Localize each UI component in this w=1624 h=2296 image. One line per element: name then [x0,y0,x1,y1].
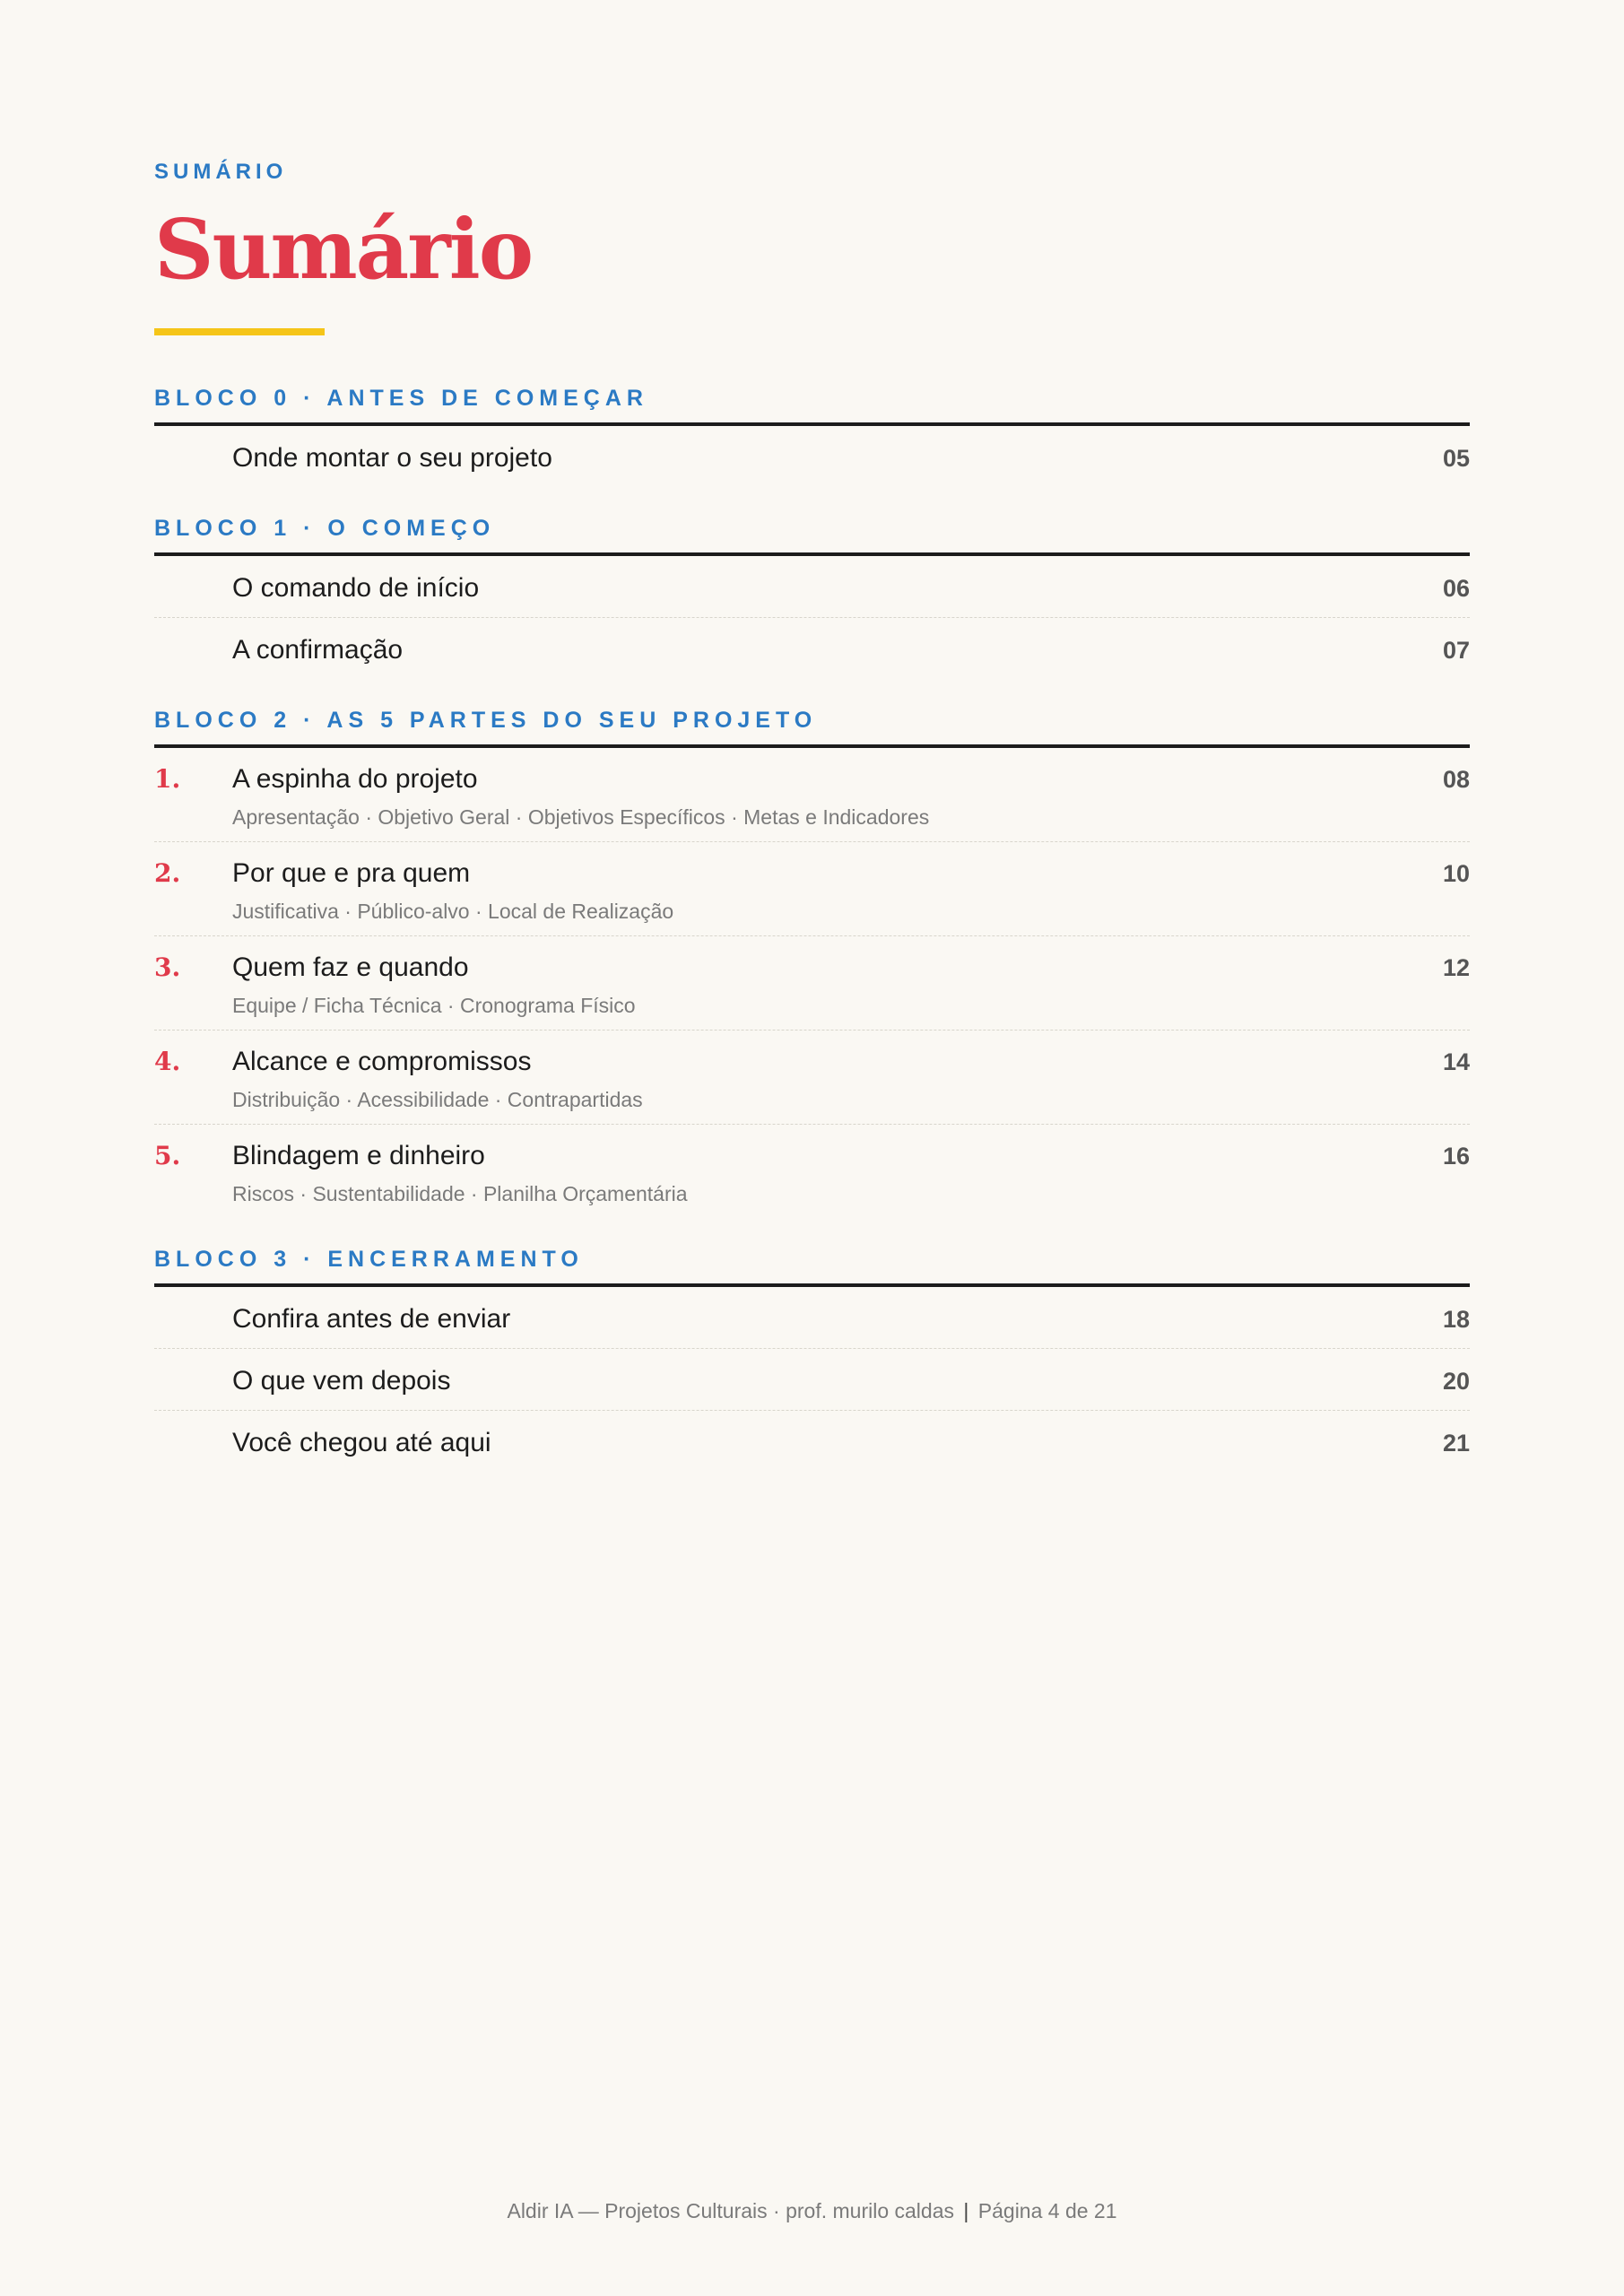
entry-label: Você chegou até aqui [232,1428,491,1457]
entry-number: 2. [154,858,181,888]
toc-block-3 [154,1248,1470,1472]
toc-entry[interactable] [154,618,1470,679]
title-underline [154,328,325,335]
toc-entry[interactable] [154,1349,1470,1411]
entry-page-number: 20 [1442,1368,1470,1395]
toc-entry[interactable] [154,1287,1470,1349]
footer-separator: | [963,2199,969,2222]
entry-label: O que vem depois [232,1366,451,1396]
entry-page-number: 18 [1442,1306,1470,1333]
entry-page-number: 05 [1442,445,1470,472]
entry-page-number: 14 [1442,1048,1470,1075]
entry-page-number: 07 [1442,637,1470,664]
page-footer [0,2199,1624,2223]
entry-page-number: 06 [1442,575,1470,602]
entry-label: O comando de início [232,573,480,603]
section-kicker: SUMÁRIO [154,160,288,184]
block-heading: BLOCO 3 · ENCERRAMENTO [154,1248,1470,1287]
toc-entry[interactable] [154,426,1470,487]
entry-number: 3. [154,952,181,982]
entry-page-number: 21 [1442,1430,1470,1457]
entry-label: Blindagem e dinheiro [232,1141,485,1170]
toc-entry[interactable] [154,1125,1470,1218]
toc-block-2 [154,709,1470,1218]
entry-page-number: 16 [1442,1143,1470,1170]
entry-page-number: 12 [1442,954,1470,981]
footer-credit: Aldir IA — Projetos Culturais · prof. murilo caldas [507,2199,954,2222]
entry-subtopics: Distribuição · Acessibilidade · Contrapartidas [232,1088,643,1111]
entry-subtopics: Apresentação · Objetivo Geral · Objetivos Específicos · Metas e Indicadores [232,805,930,829]
entry-label: A confirmação [232,635,404,665]
toc-block-0 [154,387,1470,487]
block-heading: BLOCO 2 · AS 5 PARTES DO SEU PROJETO [154,709,1470,748]
entry-label: Por que e pra quem [232,858,471,888]
entry-subtopics: Justificativa · Público-alvo · Local de Realização [232,900,674,923]
block-heading: BLOCO 1 · O COMEÇO [154,517,1470,556]
entry-label: A espinha do projeto [232,764,478,794]
entry-number: 4. [154,1047,181,1076]
entry-label: Alcance e compromissos [232,1047,532,1076]
toc-entry[interactable] [154,556,1470,618]
table-of-contents [154,387,1470,1502]
entry-label: Confira antes de enviar [232,1304,511,1334]
entry-number: 1. [154,764,181,794]
toc-entry[interactable] [154,936,1470,1031]
toc-block-1 [154,517,1470,679]
entry-page-number: 10 [1442,860,1470,887]
toc-entry[interactable] [154,842,1470,936]
entry-label: Quem faz e quando [232,952,469,982]
toc-entry[interactable] [154,748,1470,842]
block-heading: BLOCO 0 · ANTES DE COMEÇAR [154,387,1470,426]
entry-number: 5. [154,1141,181,1170]
entry-subtopics: Equipe / Ficha Técnica · Cronograma Físico [232,994,636,1017]
footer-page-indicator: Página 4 de 21 [977,2199,1117,2222]
entry-page-number: 08 [1442,766,1470,793]
entry-subtopics: Riscos · Sustentabilidade · Planilha Orçamentária [232,1182,688,1205]
entry-label: Onde montar o seu projeto [232,443,552,473]
toc-entry[interactable] [154,1411,1470,1472]
toc-entry[interactable] [154,1031,1470,1125]
page-title: Sumário [154,201,533,298]
